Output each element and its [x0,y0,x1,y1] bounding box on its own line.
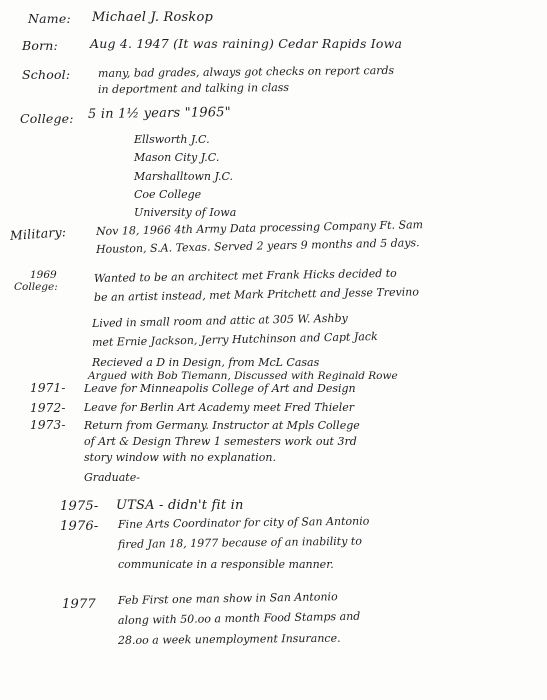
timeline-1977-line-3: 28.oo a week unemployment Insurance. [117,631,341,647]
name-label: Name: [28,11,71,26]
timeline-1975-line-1: UTSA - didn't fit in [116,498,244,513]
school-line-2: in deportment and talking in class [97,80,290,96]
timeline-1977-line-2: along with 50.oo a month Food Stamps and [117,609,361,627]
timeline-1971-line-1: Leave for Minneapolis College of Art and Design [84,382,356,395]
timeline-1973-line-2: of Art & Design Threw 1 semesters work out 3rd [84,435,357,448]
college-school-4: Coe College [134,188,202,201]
college-1969-line-5: Recieved a D in Design, from McL Casas [92,356,320,369]
timeline-1976-line-3: communicate in a responsible manner. [118,558,334,571]
college-1969-label: College: [14,281,58,293]
military-label: Military: [9,224,67,243]
timeline-1976-year: 1976- [60,519,99,534]
timeline-1971-year: 1971- [30,381,66,395]
college-summary: 5 in 1½ years "1965" [87,105,232,122]
military-line-1: Nov 18, 1966 4th Army Data processing Company Ft. Sam [95,218,424,238]
timeline-1976-line-1: Fine Arts Coordinator for city of San Antonio [117,514,370,531]
timeline-1977-line-1: Feb First one man show in San Antonio [117,590,338,607]
timeline-1976-line-2: fired Jan 18, 1977 because of an inability to [117,534,363,551]
timeline-1973-line-3: story window with no explanation. [84,451,277,464]
timeline-1972-year: 1972- [30,401,66,415]
born-value: Aug 4. 1947 (It was raining) Cedar Rapids Iowa [90,36,403,51]
college-1969-year: 1969 [30,269,57,281]
timeline-1973-year: 1973- [30,418,66,432]
school-line-1: many, bad grades, always got checks on report cards [97,63,395,80]
college-school-2: Mason City J.C. [134,151,220,164]
born-label: Born: [22,38,58,53]
college-1969-line-2: be an artist instead, met Mark Pritchett and Jesse Trevino [93,285,420,304]
name-value: Michael J. Roskop [92,10,214,25]
timeline-1975-year: 1975- [60,499,99,514]
college-1969-line-3: Lived in small room and attic at 305 W. Ashby [91,311,348,330]
college-1969-line-6: Argued with Bob Tiemann, Discussed with Reginald Rowe [88,370,398,382]
timeline-1973-line-4: Graduate- [84,471,140,484]
college-1969-line-1: Wanted to be an architect met Frank Hicks decided to [93,266,397,285]
college-label: College: [20,111,74,126]
military-line-2: Houston, S.A. Texas. Served 2 years 9 months and 5 days. [95,236,420,256]
timeline-1973-line-1: Return from Germany. Instructor at Mpls College [84,419,360,432]
college-school-1: Ellsworth J.C. [134,133,210,146]
college-school-3: Marshalltown J.C. [134,170,234,183]
college-school-5: University of Iowa [134,206,237,219]
school-label: School: [22,67,71,82]
timeline-1977-year: 1977 [62,597,96,612]
timeline-1972-line-1: Leave for Berlin Art Academy meet Fred Thieler [84,401,355,414]
college-1969-line-4: met Ernie Jackson, Jerry Hutchinson and Capt Jack [91,330,378,349]
